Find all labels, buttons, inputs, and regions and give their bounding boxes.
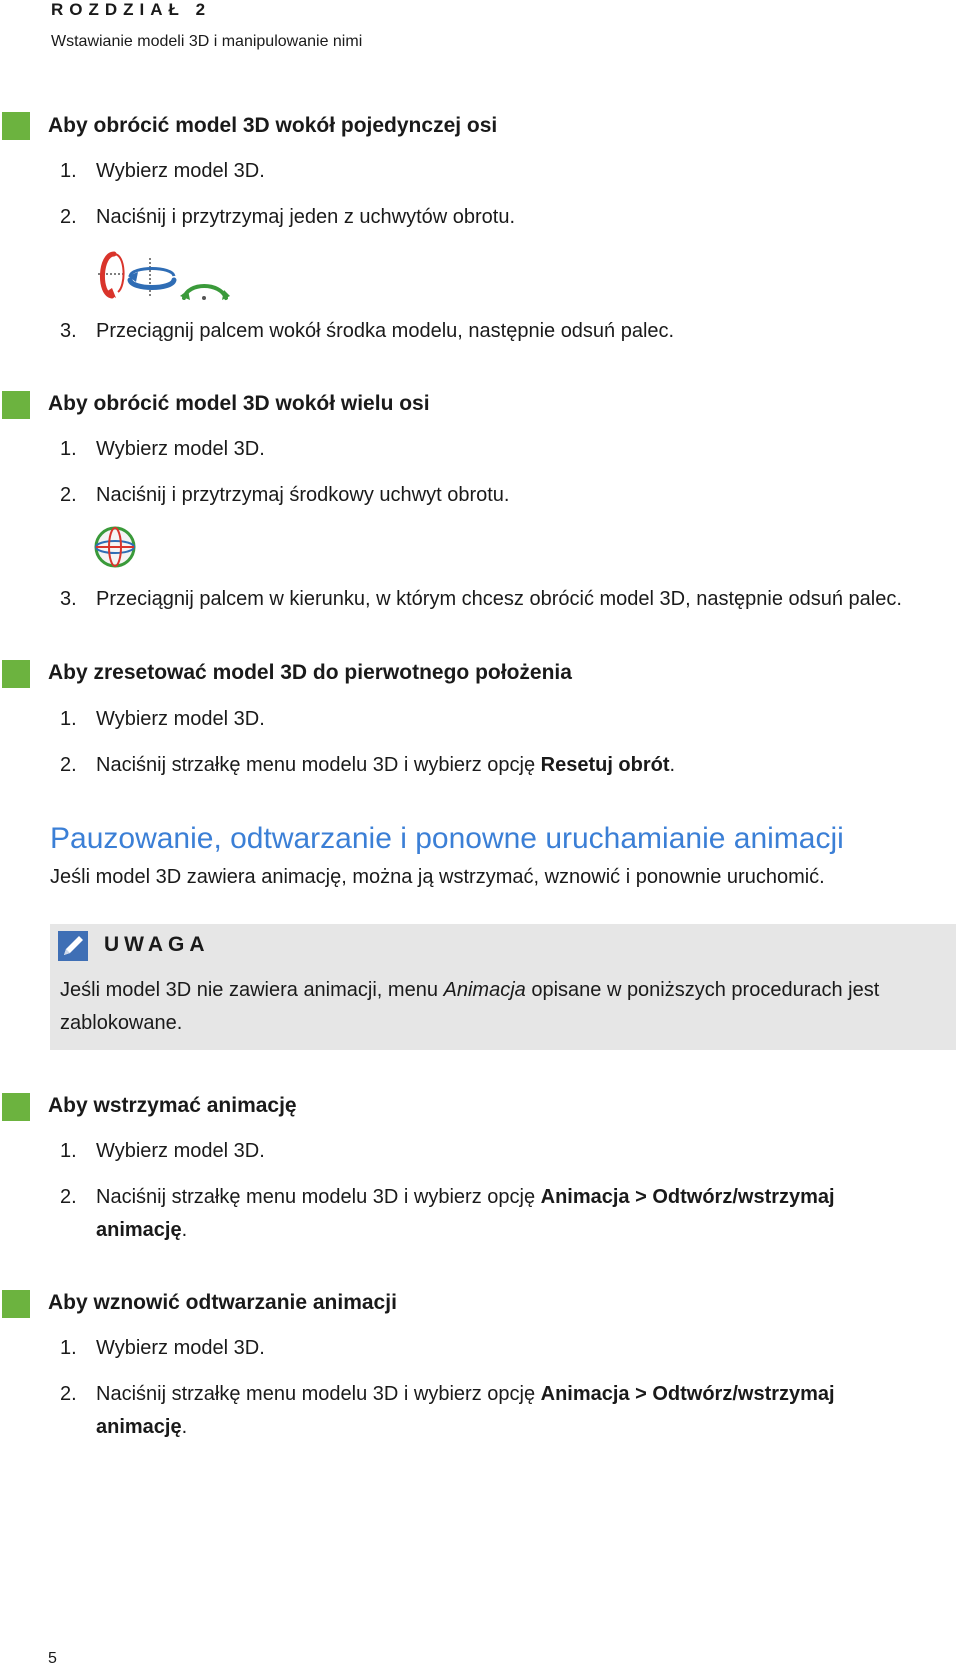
- step-option-bold: animację: [96, 1219, 182, 1241]
- step-option-bold: Animacja > Odtwórz/wstrzymaj: [540, 1186, 835, 1208]
- list-item: [60, 1186, 940, 1252]
- list-item: [60, 320, 940, 350]
- step-text: Przeciągnij palcem w kierunku, w którym chcesz obrócić model 3D, następnie odsuń palec.: [96, 588, 902, 610]
- green-square-icon: [2, 1093, 30, 1121]
- step-number: 1.: [60, 1337, 77, 1359]
- step-number: 1.: [60, 160, 77, 182]
- green-square-icon: [2, 391, 30, 419]
- procedure-heading: Aby wstrzymać animację: [48, 1094, 297, 1117]
- step-text: [96, 1383, 835, 1406]
- green-square-icon: [2, 660, 30, 688]
- step-text-part: .: [181, 1416, 188, 1438]
- step-text-part: Naciśnij strzałkę menu modelu 3D i wybierz opcję: [96, 1383, 541, 1405]
- note-text: [60, 974, 940, 1040]
- pencil-note-icon: [58, 931, 88, 961]
- list-item: [60, 438, 940, 468]
- step-option-bold: Resetuj obrót: [540, 754, 670, 776]
- step-number: 3.: [60, 588, 77, 610]
- list-item: [60, 754, 940, 784]
- step-text: Wybierz model 3D.: [96, 1140, 265, 1162]
- rotation-handles-icon: [92, 246, 232, 304]
- step-text-part: .: [669, 754, 676, 776]
- step-text: Wybierz model 3D.: [96, 160, 265, 182]
- step-text: [96, 754, 675, 777]
- step-number: 2.: [60, 754, 77, 776]
- step-text: Wybierz model 3D.: [96, 1337, 265, 1359]
- step-text-part: .: [181, 1219, 188, 1241]
- step-number: 2.: [60, 1383, 77, 1405]
- step-text-line2: [96, 1219, 187, 1242]
- step-text: Przeciągnij palcem wokół środka modelu, następnie odsuń palec.: [96, 320, 675, 342]
- procedure-heading: Aby obrócić model 3D wokół pojedynczej osi: [48, 114, 498, 137]
- step-text: Naciśnij i przytrzymaj jeden z uchwytów obrotu.: [96, 206, 516, 228]
- list-item: [60, 160, 940, 190]
- center-rotation-handle-icon: [92, 524, 138, 570]
- step-option-bold: animację: [96, 1416, 182, 1438]
- step-text-line2: [96, 1416, 187, 1439]
- step-text: Wybierz model 3D.: [96, 438, 265, 460]
- step-text: Wybierz model 3D.: [96, 708, 265, 730]
- step-text-part: Naciśnij strzałkę menu modelu 3D i wybierz opcję: [96, 754, 541, 776]
- green-square-icon: [2, 112, 30, 140]
- section-intro: Jeśli model 3D zawiera animację, można ją wstrzymać, wznowić i ponownie uruchomić.: [50, 866, 825, 888]
- step-text: Naciśnij i przytrzymaj środkowy uchwyt obrotu.: [96, 484, 510, 506]
- list-item: [60, 588, 960, 618]
- green-square-icon: [2, 1290, 30, 1318]
- list-item: [60, 708, 940, 738]
- step-number: 1.: [60, 1140, 77, 1162]
- step-number: 2.: [60, 206, 77, 228]
- list-item: [60, 484, 940, 514]
- list-item: [60, 1140, 940, 1170]
- step-text-part: Naciśnij strzałkę menu modelu 3D i wybierz opcję: [96, 1186, 541, 1208]
- list-item: [60, 1383, 940, 1449]
- list-item: [60, 206, 940, 236]
- page-number: 5: [48, 1650, 57, 1667]
- step-number: 3.: [60, 320, 77, 342]
- step-number: 2.: [60, 484, 77, 506]
- step-option-bold: Animacja > Odtwórz/wstrzymaj: [540, 1383, 835, 1405]
- procedure-heading: Aby wznowić odtwarzanie animacji: [48, 1291, 397, 1314]
- note-menu-italic: Animacja: [443, 979, 526, 1001]
- step-number: 1.: [60, 708, 77, 730]
- procedure-heading: Aby obrócić model 3D wokół wielu osi: [48, 392, 430, 415]
- procedure-heading: Aby zresetować model 3D do pierwotnego położenia: [48, 661, 572, 684]
- section-title: Pauzowanie, odtwarzanie i ponowne uruchamianie animacji: [50, 822, 844, 855]
- note-text-part: opisane w poniższych procedurach jest zablokowane.: [60, 979, 880, 1034]
- note-label: UWAGA: [104, 933, 210, 956]
- chapter-label: ROZDZIAŁ 2: [51, 0, 212, 19]
- note-text-part: Jeśli model 3D nie zawiera animacji, menu: [60, 979, 444, 1001]
- chapter-title: Wstawianie modeli 3D i manipulowanie nimi: [51, 33, 363, 50]
- list-item: [60, 1337, 940, 1367]
- step-number: 2.: [60, 1186, 77, 1208]
- step-text: [96, 1186, 835, 1209]
- step-number: 1.: [60, 438, 77, 460]
